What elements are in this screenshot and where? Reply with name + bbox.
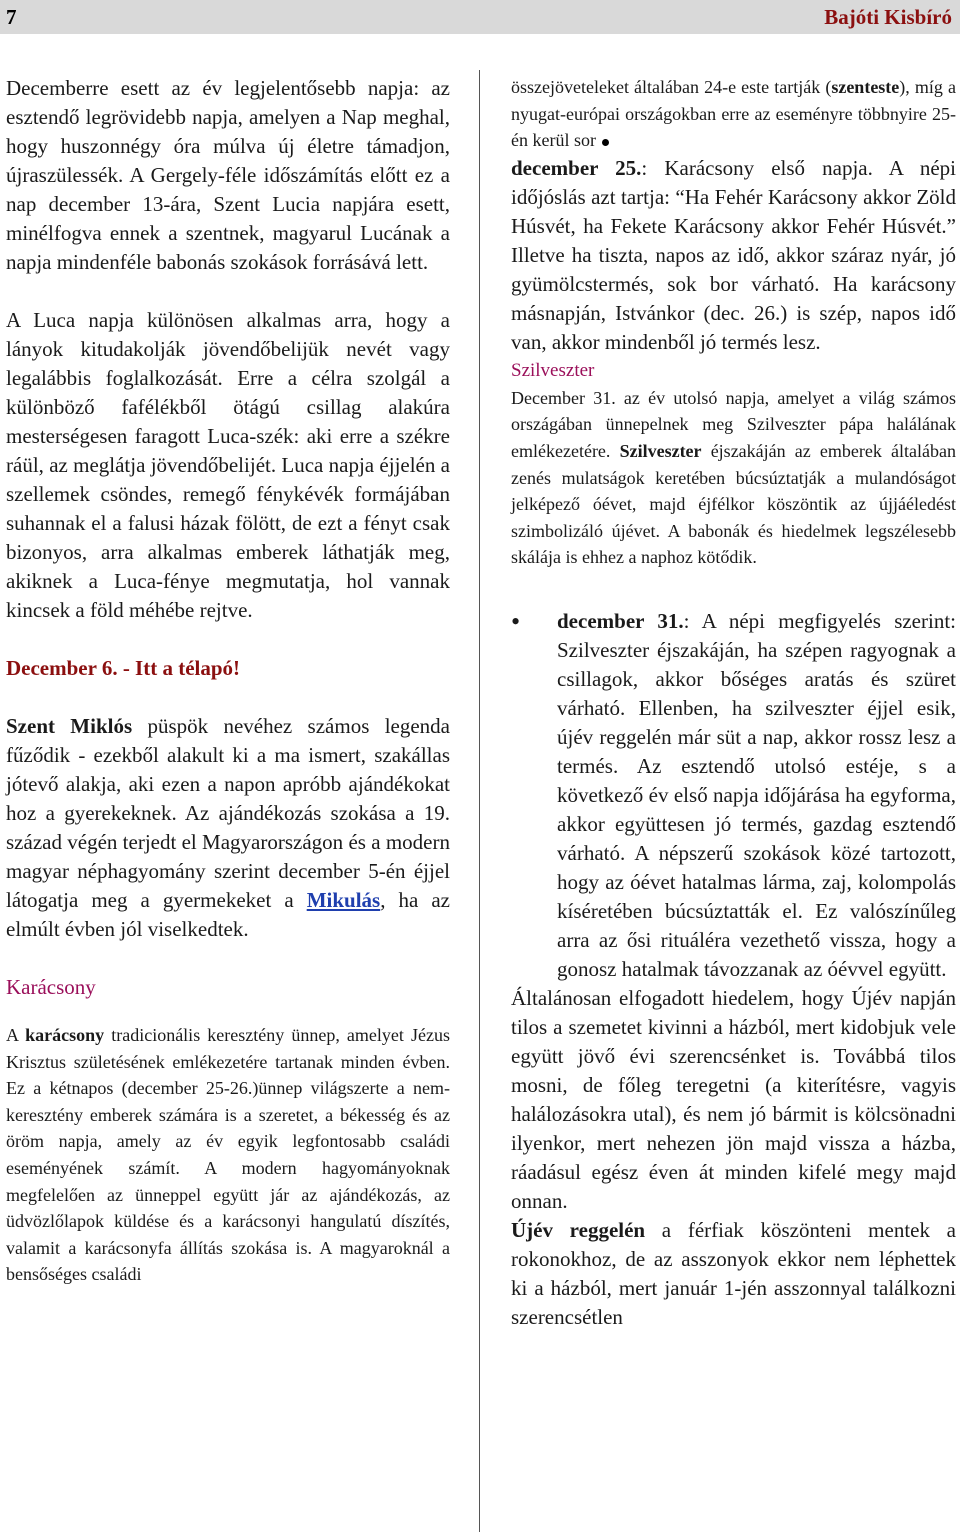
szilveszter-bold: Szilveszter: [619, 440, 702, 461]
karacsony-paragraph: [6, 1022, 450, 1288]
dec31-bullet-paragraph: [511, 607, 956, 984]
szenteste-paragraph: [511, 74, 956, 154]
szenteste-bold: szenteste: [831, 77, 900, 97]
ujev-reggel-bold: Újév reggelén: [511, 1217, 646, 1242]
heading-karacsony: Karácsony: [6, 975, 96, 999]
bullet-icon: [602, 139, 609, 146]
page-number: 7: [6, 4, 17, 29]
szenteste-text-1: összejöveteleket általában 24-e este tartják (: [511, 77, 832, 97]
szent-miklos-paragraph: [6, 712, 450, 944]
ujev-hiedelem-paragraph: Általánosan elfogadott hiedelem, hogy Újév napján tilos a szemetet kivinni a házból, mert kidobjuk vele együtt jövő évi szerencsénket is. Továbbá tilos mosni, de főleg teregetni (a kiterítésre, vagyis halálozásokra utal), és nem jó bármit is kölcsönadni ilyenkor, mert nehezen jön majd vissza a házba, ráadásul egész éven át minden kifelé megy majd onnan.: [511, 985, 956, 1213]
karacsony-bold: karácsony: [25, 1025, 105, 1045]
miklos-text-1: püspök nevéhez számos legenda fűződik - ezekből alakult ki a ma ismert, szakállas jótevő alakja, aki ezen a napon apróbb ajándékokat hoz a gyerekeknek. Az ajándékozás szokása a 19. század végén terjedt el Magyarországon és a modern magyar néphagyomány szerint december 5-én éjjel látogatja meg a gyermekeket a: [6, 714, 450, 912]
winter-solstice-paragraph: Decemberre esett az év legjelentősebb napja: az esztendő legrövidebb napja, amelyen a Nap meghal, hogy huszonnégy óra múlva új életre támadjon, újraszülessék. A Gergely-féle időszámítás előtt ez a nap december 13-ára, Szent Lucia napjára esett, minélfogva ennek a szentnek, magyarul Lucának a napja mindenféle babonás szokások forrásává lett.: [6, 76, 450, 274]
luca-day-paragraph: A Luca napja különösen alkalmas arra, hogy a lányok kitudakolják jövendőbelijük nevét vagy legalábbis foglalkozását. Erre a célra szolgál a különböző fafélékből ötágú csillag alakúra mesterségesen faragott Luca-szék: aki erre a székre ráül, az meglátja jövendőbelijét. Luca napja éjjelén a szellemek csöndes, remegő fénykévék formájában suhannak el a falusi házak fölött, de ezt a fényt csak bizonyos, arra alkalmas emberek láthatják meg, akiknek a Luca-fénye megmutatja, hol vannak kincsek a föld méhébe rejtve.: [6, 308, 450, 622]
szenteste-text-2: ), míg a nyugat-európai országokban erre az eseményre többnyire 25-én kerül sor: [511, 77, 956, 151]
dec25-text: : Karácsony első napja. A népi időjóslás azt tartja: “Ha Fehér Karácsony akkor Zöld Húsvét, ha Fekete Karácsony akkor Fehér Húsvét.” Illetve ha tiszta, napos az idő, akkor száraz nyár, jó gyümölcstermés, sok bor várható. Ha karácsony másnapján, Istvánkor (dec. 26.) is szép, napos idő van, akkor mindenből jó termés lesz.: [511, 155, 957, 354]
szilveszter-text-1: December 31. az év utolsó napja, amelyet a világ számos országában ünnepelnek meg Szilveszter pápa halálának emlékezetére.: [511, 387, 956, 461]
left-column: [6, 74, 450, 1288]
miklos-text-2: , ha az elmúlt évben jól viselkedtek.: [6, 888, 450, 941]
dec25-bold: december 25.: [511, 155, 642, 180]
right-column: [511, 74, 956, 1332]
dec31-bold: december 31.: [557, 608, 684, 633]
karacsony-text-1: A: [6, 1025, 26, 1045]
ujev-reggel-paragraph: [511, 1216, 956, 1332]
szent-miklos-bold: Szent Miklós: [6, 714, 133, 738]
szilveszter-text-2: éjszakáján az emberek általában zenés mulatságok keretében búcsúztatják a mulandóságot jelképező óévet, majd éjfélkor köszöntik az újjáéledést szimbolizáló újévet. A babonák és hiedelmek legszélesebb skálája is ehhez a naphoz kötődik.: [511, 440, 957, 568]
dec31-text: : A népi megfigyelés szerint: Szilveszter éjszakáján, ha szépen ragyognak a csillagok, akkor bőséges aratás és szüret várható. Ellenben, ha szilveszter éjjel esik, újév reggelén már süt a nap, akkor rossz lesz a termés. Az esztendő utolsó estéje, s a következő év első napja időjárása ha egyforma, akkor együttesen jó termés, gazdag esztendő várható. A népszerű szokások közé tartozott, hogy az óévet hatalmas lárma, zaj, kolompolás kíséretében búcsúztatták el. Ez valószínűleg arra az ősi rituáléra vezethető vissza, hogy a gonosz hatalmak távozzanak az óévvel együtt.: [557, 608, 957, 981]
heading-szilveszter: Szilveszter: [511, 359, 595, 381]
karacsony-text-2: tradicionális keresztény ünnep, amelyet Jézus Krisztus születésének emlékezetére tartanak minden évben. Ez a kétnapos (december 25-26.)ünnep világszerte a nem-keresztény emberek számára is a szeretet, a békesség és az öröm napja, amely az év egyik legfontosabb családi eseményének számít. A modern hagyományoknak megfelelően az ünneppel együtt jár az ajándékozás, az üdvözlőlapok küldése és a karácsonyi hangulatú díszítés, valamit a karácsonyfa állítás szokása is. A magyaroknál a bensőséges családi: [6, 1025, 450, 1285]
mikulas-link[interactable]: Mikulás: [306, 888, 381, 912]
column-divider: [479, 70, 480, 1532]
page-header: [0, 0, 960, 34]
heading-telapo: December 6. - Itt a télapó!: [6, 656, 241, 680]
ujev-reggel-text: a férfiak köszönteni mentek a rokonokhoz, de az asszonyok ekkor nem léphettek ki a házból, mert január 1-jén asszonnyal találkozni szerencsétlen: [511, 1217, 957, 1329]
szilveszter-paragraph: [511, 385, 956, 571]
publication-title: Bajóti Kisbíró: [824, 4, 952, 29]
dec25-paragraph: [511, 154, 956, 357]
